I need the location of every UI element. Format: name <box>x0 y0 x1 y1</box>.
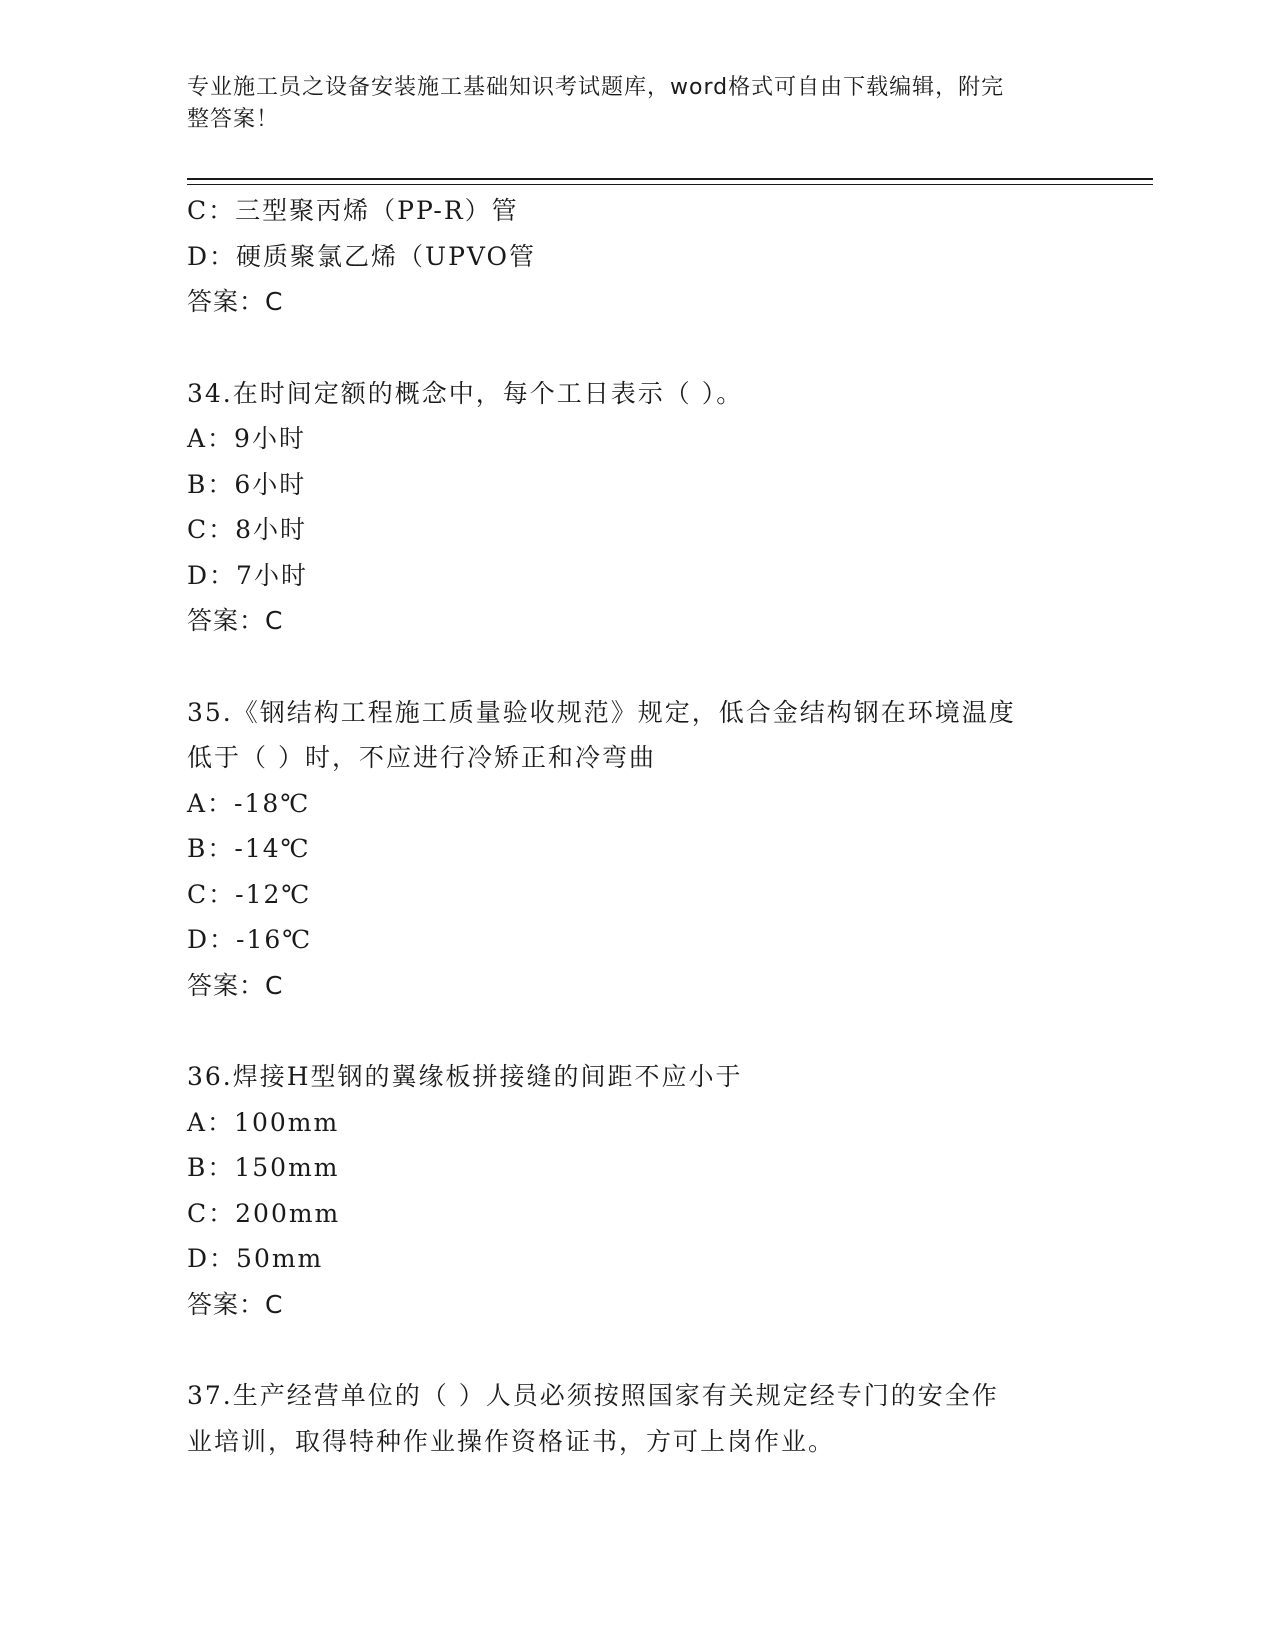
answer-line: 答案：C <box>187 1289 284 1319</box>
header-line-1: 专业施工员之设备安装施工基础知识考试题库，word格式可自由下载编辑，附完 <box>187 75 1005 100</box>
option-a: A：9小时 <box>187 424 306 453</box>
option-c: C：三型聚丙烯（PP-R）管 <box>187 196 519 225</box>
option-b: B：6小时 <box>187 469 307 499</box>
question-34 <box>187 371 1087 644</box>
option-d: D：7小时 <box>187 560 308 590</box>
question-37 <box>187 1373 1087 1464</box>
document-header <box>187 72 1067 136</box>
answer-line: 答案：C <box>187 606 284 635</box>
answer-line: 答案：C <box>187 287 284 316</box>
question-36 <box>187 1054 1087 1327</box>
option-d: D：50mm <box>187 1244 324 1273</box>
option-c: C：-12℃ <box>187 879 312 909</box>
question-gap <box>187 1327 1087 1373</box>
question-list <box>187 188 1087 1464</box>
option-c: C：200mm <box>187 1198 341 1228</box>
header-rule-thin <box>187 184 1153 185</box>
question-gap <box>187 1008 1087 1054</box>
header-line-2: 整答案！ <box>187 107 280 132</box>
option-a: A：100mm <box>187 1107 340 1137</box>
question-stem-continued: 业培训，取得特种作业操作资格证书，方可上岗作业。 <box>187 1426 836 1456</box>
question-stem: 34.在时间定额的概念中，每个工日表示（ ）。 <box>187 378 744 408</box>
header-rule-thick <box>187 178 1153 180</box>
question-stem: 36.焊接H型钢的翼缘板拼接缝的间距不应小于 <box>187 1062 743 1091</box>
question-33-tail <box>187 188 1087 325</box>
question-stem: 35.《钢结构工程施工质量验收规范》规定，低合金结构钢在环境温度 <box>187 697 1016 727</box>
option-d: D：-16℃ <box>187 925 313 954</box>
option-a: A：-18℃ <box>187 788 311 818</box>
answer-line: 答案：C <box>187 970 284 1000</box>
question-gap <box>187 325 1087 371</box>
option-b: B：150mm <box>187 1153 340 1182</box>
question-35 <box>187 690 1087 1009</box>
question-stem: 37.生产经营单位的（ ）人员必须按照国家有关规定经专门的安全作 <box>187 1381 999 1410</box>
question-stem-continued: 低于（ ）时，不应进行冷矫正和冷弯曲 <box>187 743 656 772</box>
option-c: C：8小时 <box>187 515 308 544</box>
option-b: B：-14℃ <box>187 834 311 863</box>
option-d: D：硬质聚氯乙烯（UPVO管 <box>187 241 537 271</box>
question-gap <box>187 644 1087 690</box>
